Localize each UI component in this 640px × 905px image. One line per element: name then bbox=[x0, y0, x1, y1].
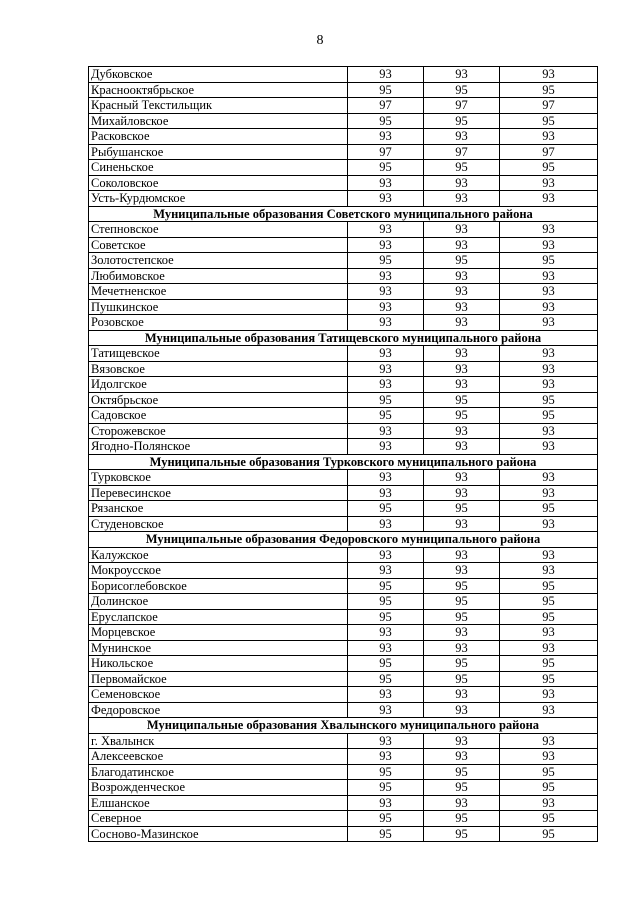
value-cell-3: 97 bbox=[500, 144, 598, 160]
value-cell-3: 93 bbox=[500, 563, 598, 579]
value-cell-3: 95 bbox=[500, 764, 598, 780]
table-row bbox=[89, 392, 598, 408]
value-cell-2: 93 bbox=[424, 191, 500, 207]
municipality-name: Рыбушанское bbox=[89, 144, 348, 160]
municipality-name: Турковское bbox=[89, 470, 348, 486]
table-row bbox=[89, 408, 598, 424]
section-title: Муниципальные образования Советского муниципального района bbox=[89, 206, 598, 222]
value-cell-3: 93 bbox=[500, 315, 598, 331]
value-cell-1: 93 bbox=[348, 377, 424, 393]
municipality-name: Октябрьское bbox=[89, 392, 348, 408]
value-cell-2: 93 bbox=[424, 423, 500, 439]
value-cell-3: 93 bbox=[500, 67, 598, 83]
value-cell-1: 93 bbox=[348, 485, 424, 501]
municipality-name: Соколовское bbox=[89, 175, 348, 191]
value-cell-1: 95 bbox=[348, 501, 424, 517]
value-cell-3: 93 bbox=[500, 377, 598, 393]
value-cell-3: 93 bbox=[500, 485, 598, 501]
municipality-name: Благодатинское bbox=[89, 764, 348, 780]
value-cell-3: 93 bbox=[500, 795, 598, 811]
section-title: Муниципальные образования Хвалынского муниципального района bbox=[89, 718, 598, 734]
table-row bbox=[89, 129, 598, 145]
municipality-name: Расковское bbox=[89, 129, 348, 145]
value-cell-2: 95 bbox=[424, 826, 500, 842]
value-cell-3: 93 bbox=[500, 640, 598, 656]
value-cell-2: 93 bbox=[424, 547, 500, 563]
table-row bbox=[89, 563, 598, 579]
section-header-row bbox=[89, 718, 598, 734]
value-cell-1: 95 bbox=[348, 113, 424, 129]
value-cell-3: 95 bbox=[500, 253, 598, 269]
value-cell-2: 95 bbox=[424, 253, 500, 269]
table-row bbox=[89, 160, 598, 176]
municipality-name: Дубковское bbox=[89, 67, 348, 83]
value-cell-1: 95 bbox=[348, 253, 424, 269]
value-cell-1: 95 bbox=[348, 160, 424, 176]
value-cell-1: 95 bbox=[348, 811, 424, 827]
value-cell-3: 95 bbox=[500, 826, 598, 842]
municipality-name: Ягодно-Полянское bbox=[89, 439, 348, 455]
table-row bbox=[89, 687, 598, 703]
value-cell-2: 97 bbox=[424, 98, 500, 114]
table-row bbox=[89, 485, 598, 501]
value-cell-3: 93 bbox=[500, 439, 598, 455]
municipality-name: Мунинское bbox=[89, 640, 348, 656]
value-cell-3: 93 bbox=[500, 516, 598, 532]
table-row bbox=[89, 826, 598, 842]
municipality-name: Сторожевское bbox=[89, 423, 348, 439]
section-header-row bbox=[89, 454, 598, 470]
table-row bbox=[89, 795, 598, 811]
value-cell-3: 93 bbox=[500, 175, 598, 191]
municipality-name: Красный Текстильщик bbox=[89, 98, 348, 114]
value-cell-2: 95 bbox=[424, 671, 500, 687]
table-row bbox=[89, 702, 598, 718]
value-cell-2: 95 bbox=[424, 82, 500, 98]
table-row bbox=[89, 780, 598, 796]
value-cell-3: 93 bbox=[500, 625, 598, 641]
table-body bbox=[89, 67, 598, 842]
value-cell-2: 93 bbox=[424, 749, 500, 765]
value-cell-1: 93 bbox=[348, 687, 424, 703]
value-cell-3: 93 bbox=[500, 687, 598, 703]
value-cell-1: 93 bbox=[348, 67, 424, 83]
municipality-name: Семеновское bbox=[89, 687, 348, 703]
table-row bbox=[89, 516, 598, 532]
value-cell-1: 93 bbox=[348, 129, 424, 145]
value-cell-1: 93 bbox=[348, 175, 424, 191]
value-cell-2: 93 bbox=[424, 687, 500, 703]
municipality-name: Возрожденческое bbox=[89, 780, 348, 796]
value-cell-1: 93 bbox=[348, 733, 424, 749]
value-cell-3: 93 bbox=[500, 129, 598, 145]
value-cell-2: 93 bbox=[424, 299, 500, 315]
value-cell-2: 93 bbox=[424, 485, 500, 501]
municipality-name: Мокроусское bbox=[89, 563, 348, 579]
table-row bbox=[89, 144, 598, 160]
value-cell-1: 93 bbox=[348, 237, 424, 253]
value-cell-3: 95 bbox=[500, 82, 598, 98]
municipality-name: Садовское bbox=[89, 408, 348, 424]
value-cell-1: 93 bbox=[348, 640, 424, 656]
municipality-name: Алексеевское bbox=[89, 749, 348, 765]
value-cell-1: 93 bbox=[348, 516, 424, 532]
table-row bbox=[89, 547, 598, 563]
value-cell-1: 93 bbox=[348, 749, 424, 765]
table-row bbox=[89, 671, 598, 687]
municipality-name: Пушкинское bbox=[89, 299, 348, 315]
table-row bbox=[89, 237, 598, 253]
value-cell-2: 93 bbox=[424, 470, 500, 486]
value-cell-3: 93 bbox=[500, 346, 598, 362]
municipality-name: Никольское bbox=[89, 656, 348, 672]
value-cell-2: 93 bbox=[424, 795, 500, 811]
value-cell-1: 93 bbox=[348, 284, 424, 300]
table-row bbox=[89, 222, 598, 238]
table-row bbox=[89, 609, 598, 625]
value-cell-3: 95 bbox=[500, 501, 598, 517]
value-cell-2: 93 bbox=[424, 640, 500, 656]
value-cell-1: 95 bbox=[348, 780, 424, 796]
value-cell-3: 95 bbox=[500, 160, 598, 176]
municipality-name: Федоровское bbox=[89, 702, 348, 718]
value-cell-2: 95 bbox=[424, 392, 500, 408]
value-cell-2: 93 bbox=[424, 361, 500, 377]
table-row bbox=[89, 811, 598, 827]
table-row bbox=[89, 733, 598, 749]
value-cell-3: 95 bbox=[500, 408, 598, 424]
municipality-name: Михайловское bbox=[89, 113, 348, 129]
value-cell-3: 93 bbox=[500, 222, 598, 238]
value-cell-1: 93 bbox=[348, 625, 424, 641]
value-cell-1: 93 bbox=[348, 268, 424, 284]
table-row bbox=[89, 656, 598, 672]
value-cell-3: 95 bbox=[500, 578, 598, 594]
value-cell-3: 93 bbox=[500, 423, 598, 439]
value-cell-1: 95 bbox=[348, 826, 424, 842]
municipality-name: Мечетненское bbox=[89, 284, 348, 300]
table-row bbox=[89, 346, 598, 362]
value-cell-3: 95 bbox=[500, 113, 598, 129]
table-row bbox=[89, 82, 598, 98]
value-cell-3: 93 bbox=[500, 361, 598, 377]
value-cell-3: 93 bbox=[500, 470, 598, 486]
value-cell-2: 93 bbox=[424, 222, 500, 238]
value-cell-2: 93 bbox=[424, 733, 500, 749]
value-cell-1: 95 bbox=[348, 594, 424, 610]
value-cell-3: 93 bbox=[500, 237, 598, 253]
municipality-name: Елшанское bbox=[89, 795, 348, 811]
value-cell-3: 93 bbox=[500, 547, 598, 563]
table-row bbox=[89, 423, 598, 439]
value-cell-3: 95 bbox=[500, 780, 598, 796]
municipality-name: Перевесинское bbox=[89, 485, 348, 501]
value-cell-1: 97 bbox=[348, 144, 424, 160]
value-cell-3: 95 bbox=[500, 609, 598, 625]
section-title: Муниципальные образования Федоровского муниципального района bbox=[89, 532, 598, 548]
municipality-name: Долинское bbox=[89, 594, 348, 610]
value-cell-1: 93 bbox=[348, 795, 424, 811]
value-cell-2: 93 bbox=[424, 439, 500, 455]
table-row bbox=[89, 67, 598, 83]
municipality-name: г. Хвалынск bbox=[89, 733, 348, 749]
table-row bbox=[89, 175, 598, 191]
section-title: Муниципальные образования Турковского муниципального района bbox=[89, 454, 598, 470]
value-cell-3: 95 bbox=[500, 671, 598, 687]
value-cell-2: 93 bbox=[424, 129, 500, 145]
table-row bbox=[89, 640, 598, 656]
value-cell-1: 95 bbox=[348, 671, 424, 687]
value-cell-2: 93 bbox=[424, 377, 500, 393]
municipality-name: Степновское bbox=[89, 222, 348, 238]
value-cell-2: 93 bbox=[424, 516, 500, 532]
table-row bbox=[89, 749, 598, 765]
municipalities-table bbox=[88, 66, 598, 842]
table-row bbox=[89, 764, 598, 780]
value-cell-2: 95 bbox=[424, 594, 500, 610]
section-header-row bbox=[89, 206, 598, 222]
value-cell-1: 93 bbox=[348, 346, 424, 362]
table-row bbox=[89, 98, 598, 114]
table-row bbox=[89, 377, 598, 393]
value-cell-1: 93 bbox=[348, 191, 424, 207]
value-cell-2: 97 bbox=[424, 144, 500, 160]
section-title: Муниципальные образования Татищевского муниципального района bbox=[89, 330, 598, 346]
municipality-name: Морцевское bbox=[89, 625, 348, 641]
table-row bbox=[89, 299, 598, 315]
municipality-name: Любимовское bbox=[89, 268, 348, 284]
value-cell-1: 97 bbox=[348, 98, 424, 114]
value-cell-1: 93 bbox=[348, 563, 424, 579]
value-cell-3: 93 bbox=[500, 733, 598, 749]
value-cell-2: 93 bbox=[424, 315, 500, 331]
value-cell-1: 95 bbox=[348, 82, 424, 98]
table-row bbox=[89, 253, 598, 269]
table-row bbox=[89, 470, 598, 486]
value-cell-1: 93 bbox=[348, 547, 424, 563]
table-row bbox=[89, 501, 598, 517]
value-cell-1: 93 bbox=[348, 702, 424, 718]
value-cell-3: 95 bbox=[500, 594, 598, 610]
value-cell-3: 95 bbox=[500, 392, 598, 408]
municipality-name: Синеньское bbox=[89, 160, 348, 176]
table-row bbox=[89, 625, 598, 641]
value-cell-1: 95 bbox=[348, 656, 424, 672]
value-cell-2: 93 bbox=[424, 237, 500, 253]
value-cell-3: 93 bbox=[500, 749, 598, 765]
value-cell-1: 95 bbox=[348, 408, 424, 424]
value-cell-2: 95 bbox=[424, 764, 500, 780]
value-cell-2: 93 bbox=[424, 67, 500, 83]
table-row bbox=[89, 113, 598, 129]
value-cell-2: 93 bbox=[424, 175, 500, 191]
municipality-name: Калужское bbox=[89, 547, 348, 563]
page-number: 8 bbox=[316, 33, 324, 48]
table-row bbox=[89, 268, 598, 284]
table-row bbox=[89, 315, 598, 331]
municipality-name: Розовское bbox=[89, 315, 348, 331]
value-cell-2: 93 bbox=[424, 563, 500, 579]
municipality-name: Идолгское bbox=[89, 377, 348, 393]
municipality-name: Еруслапское bbox=[89, 609, 348, 625]
municipality-name: Советское bbox=[89, 237, 348, 253]
value-cell-2: 95 bbox=[424, 501, 500, 517]
municipality-name: Рязанское bbox=[89, 501, 348, 517]
value-cell-1: 93 bbox=[348, 361, 424, 377]
value-cell-1: 95 bbox=[348, 609, 424, 625]
municipality-name: Борисоглебовское bbox=[89, 578, 348, 594]
value-cell-3: 93 bbox=[500, 702, 598, 718]
value-cell-3: 93 bbox=[500, 299, 598, 315]
value-cell-2: 93 bbox=[424, 268, 500, 284]
value-cell-3: 93 bbox=[500, 268, 598, 284]
value-cell-3: 95 bbox=[500, 811, 598, 827]
value-cell-1: 93 bbox=[348, 222, 424, 238]
value-cell-2: 95 bbox=[424, 656, 500, 672]
table-row bbox=[89, 578, 598, 594]
value-cell-2: 93 bbox=[424, 284, 500, 300]
value-cell-3: 97 bbox=[500, 98, 598, 114]
value-cell-1: 95 bbox=[348, 578, 424, 594]
value-cell-1: 93 bbox=[348, 423, 424, 439]
value-cell-2: 95 bbox=[424, 609, 500, 625]
municipality-name: Золотостепское bbox=[89, 253, 348, 269]
value-cell-2: 93 bbox=[424, 346, 500, 362]
table-row bbox=[89, 439, 598, 455]
value-cell-2: 95 bbox=[424, 408, 500, 424]
value-cell-2: 95 bbox=[424, 578, 500, 594]
value-cell-2: 95 bbox=[424, 160, 500, 176]
table-row bbox=[89, 191, 598, 207]
value-cell-1: 93 bbox=[348, 299, 424, 315]
section-header-row bbox=[89, 532, 598, 548]
value-cell-2: 93 bbox=[424, 625, 500, 641]
value-cell-1: 95 bbox=[348, 764, 424, 780]
municipality-name: Северное bbox=[89, 811, 348, 827]
table-row bbox=[89, 594, 598, 610]
municipality-name: Вязовское bbox=[89, 361, 348, 377]
value-cell-2: 95 bbox=[424, 811, 500, 827]
value-cell-1: 93 bbox=[348, 439, 424, 455]
municipality-name: Усть-Курдюмское bbox=[89, 191, 348, 207]
value-cell-3: 95 bbox=[500, 656, 598, 672]
value-cell-1: 93 bbox=[348, 470, 424, 486]
value-cell-2: 93 bbox=[424, 702, 500, 718]
table-row bbox=[89, 361, 598, 377]
value-cell-2: 95 bbox=[424, 780, 500, 796]
municipality-name: Краснооктябрьское bbox=[89, 82, 348, 98]
value-cell-3: 93 bbox=[500, 191, 598, 207]
municipality-name: Татищевское bbox=[89, 346, 348, 362]
value-cell-2: 95 bbox=[424, 113, 500, 129]
municipality-name: Первомайское bbox=[89, 671, 348, 687]
value-cell-3: 93 bbox=[500, 284, 598, 300]
municipality-name: Сосново-Мазинское bbox=[89, 826, 348, 842]
table-row bbox=[89, 284, 598, 300]
municipality-name: Студеновское bbox=[89, 516, 348, 532]
value-cell-1: 93 bbox=[348, 315, 424, 331]
section-header-row bbox=[89, 330, 598, 346]
value-cell-1: 95 bbox=[348, 392, 424, 408]
